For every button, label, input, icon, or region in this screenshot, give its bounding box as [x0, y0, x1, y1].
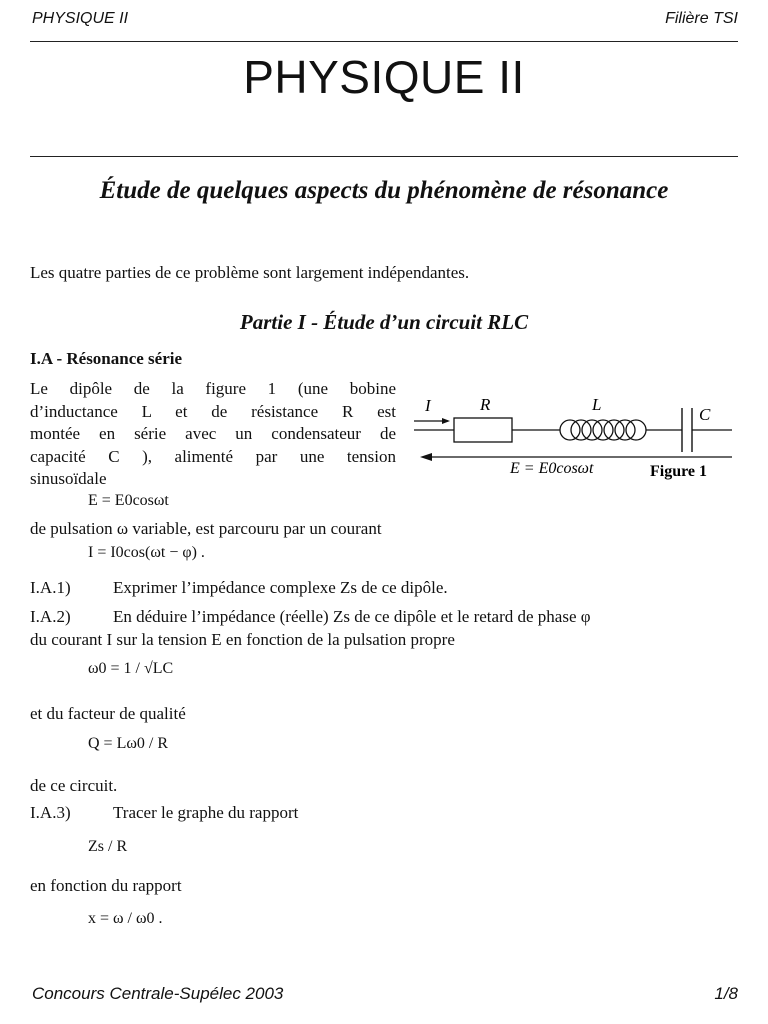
equation-ratio: Zs / R — [88, 838, 128, 855]
question-number-3: I.A.3) — [30, 803, 71, 822]
page-title: PHYSIQUE II — [243, 51, 525, 103]
label-inductance: L — [592, 395, 602, 414]
resistor — [454, 418, 512, 442]
question-number-2: I.A.2) — [30, 607, 71, 626]
text-circuit: de ce circuit. — [30, 776, 118, 795]
header-right: Filière TSI — [665, 10, 738, 27]
part-title: Partie I - Étude d’un circuit RLC — [239, 310, 529, 334]
question-text-3: Tracer le graphe du rapport — [113, 803, 299, 822]
header-left: PHYSIQUE II — [32, 10, 129, 27]
equation-omega0: ω0 = 1 / √LC — [88, 660, 174, 677]
text-function: en fonction du rapport — [30, 876, 182, 895]
figure-caption: Figure 1 — [650, 463, 708, 480]
voltage-arrow-head — [420, 453, 432, 461]
question-number-1: I.A.1) — [30, 578, 71, 597]
paragraph-dipole — [30, 378, 396, 491]
label-current: I — [425, 396, 431, 415]
footer-left: Concours Centrale-Supélec 2003 — [32, 984, 284, 1003]
header-rule — [30, 41, 738, 42]
text-pulsation: de pulsation ω variable, est parcouru par un courant — [30, 519, 382, 538]
inductor — [560, 420, 646, 440]
para-line: capacité C ), alimenté par une tension — [30, 446, 396, 466]
question-text-1: Exprimer l’impédance complexe Zs de ce dipôle. — [113, 578, 448, 597]
equation-current: I = I0cos(ωt − φ) . — [88, 544, 205, 561]
subject-title: Étude de quelques aspects du phénomène de résonance — [99, 177, 669, 204]
question-text-2-line1: En déduire l’impédance (réelle) Zs de ce dipôle et le retard de phase φ — [113, 607, 591, 626]
equation-source: E = E0cosωt — [88, 492, 169, 509]
para-line: Le dipôle de la figure 1 (une bobine — [30, 379, 396, 398]
question-text-2-line2: du courant I sur la tension E en fonction de la pulsation propre — [30, 630, 455, 649]
label-resistance: R — [480, 395, 491, 414]
intro-text: Les quatre parties de ce problème sont largement indépendantes. — [30, 263, 470, 282]
circuit-figure — [410, 390, 740, 485]
section-heading: I.A - Résonance série — [30, 349, 183, 368]
equation-x: x = ω / ω0 . — [88, 910, 163, 927]
current-arrow-head — [442, 418, 450, 424]
equation-quality: Q = Lω0 / R — [88, 735, 168, 752]
title-rule — [30, 156, 738, 157]
para-line: montée en série avec un condensateur de — [30, 424, 396, 443]
para-line: sinusoïdale — [30, 469, 107, 488]
text-quality: et du facteur de qualité — [30, 704, 186, 723]
para-line: d’inductance L et de résistance R est — [30, 401, 396, 421]
footer-right: 1/8 — [714, 984, 738, 1003]
label-capacitance: C — [699, 405, 711, 424]
label-voltage: E = E0cosωt — [510, 460, 594, 477]
